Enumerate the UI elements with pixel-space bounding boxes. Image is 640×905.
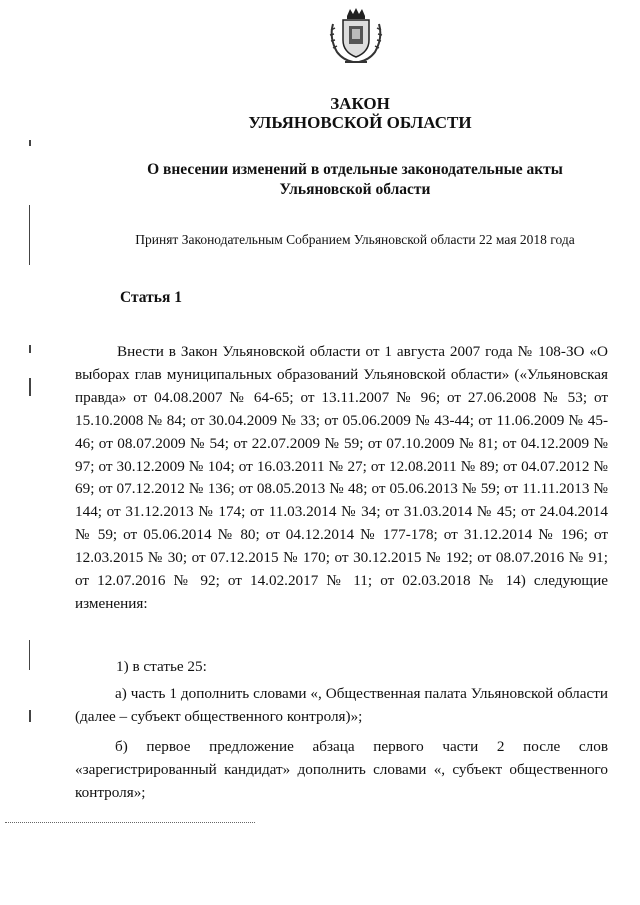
scan-margin-mark (29, 205, 30, 265)
scan-margin-mark (29, 140, 31, 146)
scan-margin-mark (29, 345, 31, 353)
law-subtitle (115, 160, 595, 200)
scan-margin-mark (29, 378, 31, 396)
subtitle-line2: Ульяновской области (279, 181, 431, 198)
adoption-note: Принят Законодательным Собранием Ульяновской области 22 мая 2018 года (135, 232, 575, 247)
scan-margin-mark (29, 640, 30, 670)
item-b: б) первое предложение абзаца первого части 2 после слов «зарегистрированный кандидат» дополнить словами «, субъект общественного контроля»; (75, 738, 608, 801)
article-intro-paragraph: Внести в Закон Ульяновской области от 1 августа 2007 года № 108-ЗО «О выборах глав муниципальных образований Ульяновской области» («Ульяновская правда» от 04.08.2007 № 64-65; от 13.11.2007 № 96; от 27.06.2008 № 53; от 15.10.2008 № 84; от 30.04.2009 № 33; от 05.06.2009 № 43-44; от 11.06.2009 № 45-46; от 08.07.2009 № 54; от 22.07.2009 № 59; от 07.10.2009 № 81; от 04.12.2009 № 97; от 30.12.2009 № 104; от 16.03.2011 № 27; от 12.08.2011 № 89; от 04.07.2012 № 69; от 07.12.2012 № 136; от 08.05.2013 № 48; от 05.06.2013 № 59; от 11.11.2013 № 144; от 31.12.2013 № 174; от 11.03.2014 № 34; от 31.03.2014 № 45; от 24.04.2014 № 59; от 05.06.2014 № 80; от 04.12.2014 № 177-178; от 31.12.2014 № 196; от 12.03.2015 № 30; от 07.12.2015 № 170; от 30.12.2015 № 192; от 08.07.2016 № 91; от 12.07.2016 № 92; от 14.02.2017 № 11; от 02.03.2018 № 14) следующие изменения: (75, 343, 608, 612)
coat-of-arms-icon (325, 6, 387, 66)
law-title-line1: ЗАКОН (330, 94, 390, 113)
item-a: а) часть 1 дополнить словами «, Общественная палата Ульяновской области (далее – субъект общественного контроля)»; (75, 685, 608, 725)
law-title-line2: УЛЬЯНОВСКОЙ ОБЛАСТИ (248, 113, 472, 132)
article-heading: Статья 1 (120, 289, 182, 306)
subtitle-line1: О внесении изменений в отдельные законодательные акты (147, 161, 563, 178)
scan-margin-mark (29, 710, 31, 722)
law-title (180, 94, 540, 132)
item-1: 1) в статье 25: (116, 658, 207, 675)
scan-artifact-line (5, 822, 255, 823)
